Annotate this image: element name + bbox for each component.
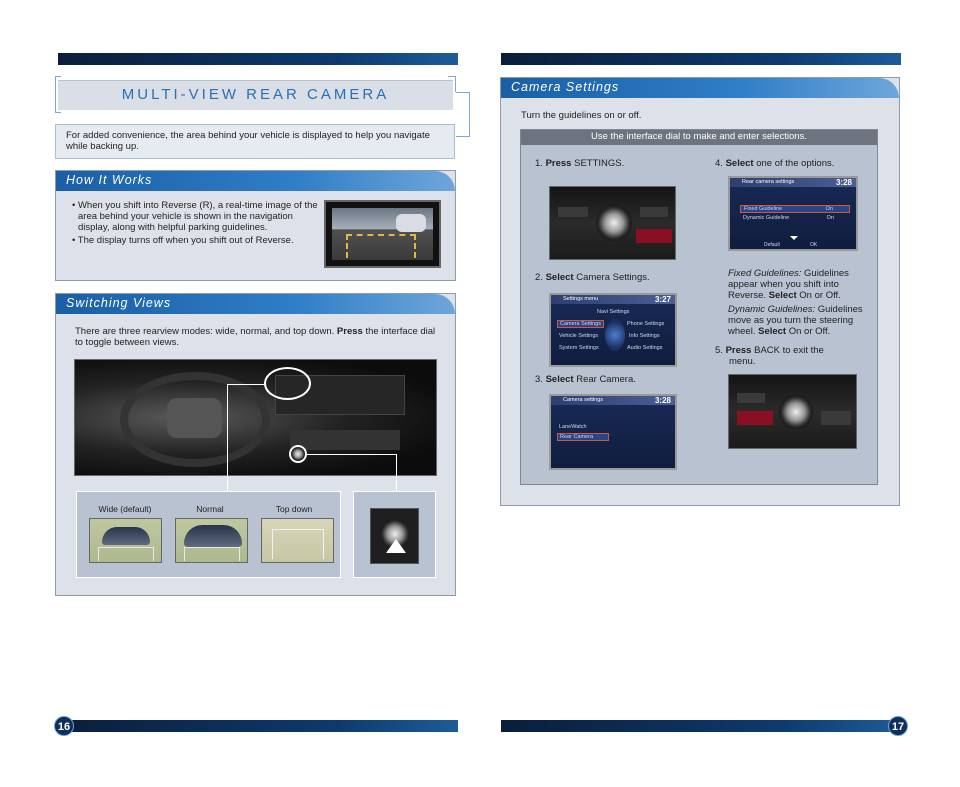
left-bottom-bar (58, 720, 458, 732)
menu-item: LaneWatch (559, 424, 587, 430)
rear-camera-settings-clock: 3:28 (835, 178, 852, 187)
right-bottom-bar (501, 720, 901, 732)
menu-item: Vehicle Settings (559, 333, 599, 339)
page-title: MULTI-VIEW REAR CAMERA (121, 86, 390, 103)
switching-views-panel (55, 293, 456, 596)
step-1: 1. Press SETTINGS. (535, 158, 625, 169)
menu-center-graphic (605, 319, 625, 351)
menu-item: Dynamic Guideline On (743, 215, 834, 221)
menu-item: Audio Settings (627, 345, 663, 351)
right-top-bar (501, 53, 901, 65)
default-option: Default (764, 242, 780, 248)
page-number-left: 16 (54, 716, 74, 736)
step-3: 3. Select Rear Camera. (535, 374, 636, 385)
dynamic-guidelines-text: Dynamic Guidelines: Guidelines move as you turn the steering wheel. Select On or Off. (728, 304, 863, 337)
connector-line (396, 454, 397, 491)
step-4: 4. Select one of the options. (715, 158, 835, 169)
ok-option: OK (810, 242, 818, 248)
left-top-bar (58, 53, 458, 65)
switching-views-text: There are three rearview modes: wide, normal, and top down. Press the interface dial to toggle between views. (75, 326, 436, 348)
switching-views-heading: Switching Views (56, 294, 455, 314)
camera-settings-intro: Turn the guidelines on or off. (521, 110, 642, 121)
settings-menu-screen (549, 293, 677, 367)
reverse-camera-image (324, 200, 441, 268)
menu-item: Info Settings (629, 333, 660, 339)
back-button-photo (728, 374, 857, 449)
page-number-right: 17 (888, 716, 908, 736)
screen-highlight (264, 367, 311, 400)
menu-item-selected: Camera Settings (557, 320, 604, 328)
settings-button-highlight (636, 229, 672, 243)
normal-view-thumbnail (175, 518, 248, 563)
menu-item: Navi Settings (597, 309, 630, 315)
connector-line (227, 384, 228, 491)
menu-item-selected: Fixed Guideline On (740, 205, 850, 213)
dial-instruction-bar: Use the interface dial to make and enter selections. (521, 130, 877, 145)
how-it-works-panel (55, 170, 456, 281)
back-button-highlight (737, 411, 773, 425)
camera-settings-heading: Camera Settings (501, 78, 899, 98)
how-it-works-bullets (70, 200, 320, 248)
mode-label-top-down: Top down (275, 504, 313, 514)
title-bracket-connector (456, 92, 470, 137)
how-it-works-heading: How It Works (56, 171, 455, 191)
menu-item: System Settings (559, 345, 599, 351)
fixed-guidelines-text: Fixed Guidelines: Guidelines appear when you shift into Reverse. Select On or Off. (728, 268, 849, 301)
dial-icon (596, 205, 632, 241)
intro-text: For added convenience, the area behind your vehicle is displayed to help you navigate while backing up. (55, 124, 455, 159)
camera-settings-screen-title: Camera settings (551, 396, 675, 405)
wide-view-thumbnail (89, 518, 162, 563)
step-2: 2. Select Camera Settings. (535, 272, 650, 283)
camera-settings-clock: 3:28 (654, 396, 671, 405)
bullet-item: • When you shift into Reverse (R), a real-time image of the area behind your vehicle is shown in the navigation display, along with helpful parking guidelines. (72, 200, 318, 233)
interface-dial-highlight (289, 445, 307, 463)
camera-settings-screen (549, 394, 677, 470)
step-5: 5. Press BACK to exit the menu. (715, 345, 824, 367)
top-down-view-thumbnail (261, 518, 334, 563)
press-arrow-icon (386, 539, 406, 553)
dial-closeup-box (353, 491, 436, 578)
mode-label-normal: Normal (196, 504, 224, 514)
settings-menu-title: Settings menu (551, 295, 675, 304)
dashboard-photo (74, 359, 437, 476)
menu-item-selected: Rear Camera (557, 433, 609, 441)
dial-icon (779, 395, 813, 429)
camera-settings-panel (500, 77, 900, 506)
rear-camera-settings-title: Rear camera settings (730, 178, 856, 187)
settings-button-photo (549, 186, 676, 260)
chevron-down-icon (790, 236, 798, 240)
settings-menu-clock: 3:27 (654, 295, 671, 304)
menu-item: Phone Settings (627, 321, 665, 327)
rear-camera-settings-screen (728, 176, 858, 251)
mode-label-wide: Wide (default) (98, 504, 152, 514)
steps-box (520, 129, 878, 485)
connector-line (227, 384, 264, 385)
bullet-item: • The display turns off when you shift out of Reverse. (72, 235, 294, 246)
view-modes-box (76, 491, 341, 578)
connector-line (307, 454, 397, 455)
